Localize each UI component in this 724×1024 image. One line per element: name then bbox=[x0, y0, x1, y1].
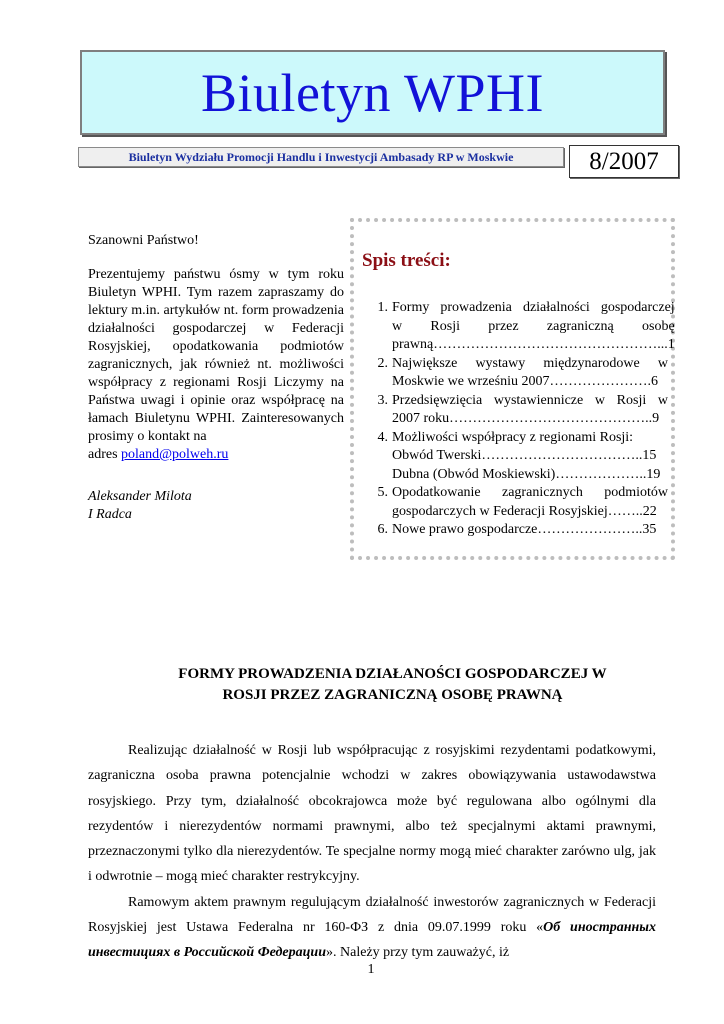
toc-item-5[interactable] bbox=[368, 484, 668, 521]
article-paragraph-2 bbox=[88, 890, 656, 966]
toc-item-6[interactable] bbox=[368, 521, 668, 540]
paragraph-2-start: Ramowym aktem prawnym regulującym działalność inwestorów zagranicznych w Federacji Rosyjskiej jest Ustawa Federalna nr 160-ФЗ z dnia 09.07.1999 roku « bbox=[88, 894, 656, 936]
page-number: 1 bbox=[367, 962, 375, 977]
signature-title: I Radca bbox=[88, 507, 132, 522]
toc-item-line: prawną…………………………………………...1 bbox=[392, 337, 675, 352]
toc-item-line: gospodarczych w Federacji Rosyjskiej……..22 bbox=[392, 503, 657, 519]
article-title bbox=[90, 664, 695, 706]
toc-item-line: Największe wystawy międzynarodowe w bbox=[392, 355, 668, 371]
article-paragraph-1: Realizując działalność w Rosji lub współpracując z rosyjskimi rezydentami podatkowymi, zagraniczna osoba prawna potencjalnie wchodzi w zakres obowiązywania ustawodawstwa rosyjskiego. Przy tym, działalność obcokrajowca może być regulowana albo ogólnymi dla rezydentów i nierezydentów normami prawnymi, albo też specjalnymi aktami prawnymi, przeznaczonymi tylko dla nierezydentów. Te specjalne normy mogą mieć charakter zarówno ulg, jak i odwrotnie – mogą mieć charakter restrykcyjny. bbox=[88, 743, 656, 885]
toc-item-line: Formy prowadzenia działalności gospodarczej bbox=[392, 300, 675, 315]
toc-item-line: Opodatkowanie zagranicznych podmiotów bbox=[392, 485, 668, 500]
signature bbox=[88, 488, 344, 524]
email-prefix: adres bbox=[88, 447, 122, 462]
toc-item-line: Dubna (Obwód Moskiewski)………………..19 bbox=[392, 466, 661, 482]
toc-item-line: Możliwości współpracy z regionami Rosji: bbox=[392, 429, 634, 445]
masthead bbox=[80, 50, 665, 135]
toc-item-number: 4. bbox=[377, 429, 388, 445]
toc-item-number: 2. bbox=[377, 355, 388, 371]
article-body bbox=[88, 738, 656, 966]
toc-item-line: Moskwie we wrześniu 2007………………….6 bbox=[392, 374, 658, 389]
toc-item-line: 2007 roku……………………………………..9 bbox=[392, 411, 660, 426]
masthead-title: Biuletyn WPHI bbox=[201, 62, 544, 123]
email-link[interactable]: poland@polweh.ru bbox=[121, 447, 229, 462]
toc-item-line: w Rosji przez zagraniczną osobę bbox=[392, 318, 675, 334]
toc-item-number: 1. bbox=[377, 300, 388, 315]
toc-item-2[interactable] bbox=[368, 355, 668, 392]
toc-title: Spis treści: bbox=[362, 250, 451, 271]
greeting-column bbox=[88, 232, 344, 540]
toc-item-4[interactable] bbox=[368, 429, 668, 485]
toc-list bbox=[368, 299, 675, 540]
paragraph-2-end: ». Należy przy tym zauważyć, iż bbox=[326, 945, 510, 961]
subheader-bar: Biuletyn Wydziału Promocji Handlu i Inwestycji Ambasady RP w Moskwie bbox=[78, 147, 564, 167]
article-title-line-2: ROSJI PRZEZ ZAGRANICZNĄ OSOBĘ PRAWNĄ bbox=[222, 687, 563, 703]
signature-name: Aleksander Milota bbox=[88, 489, 192, 504]
toc-item-line: Obwód Twerski……………………………..15 bbox=[392, 448, 657, 463]
toc-item-number: 5. bbox=[377, 485, 388, 500]
intro-paragraph bbox=[88, 266, 344, 464]
salutation: Szanowni Państwo! bbox=[88, 233, 199, 248]
toc-item-number: 6. bbox=[377, 522, 388, 537]
toc-item-line: Nowe prawo gospodarcze…………………..35 bbox=[392, 522, 657, 537]
intro-text: Prezentujemy państwu ósmy w tym roku Biuletyn WPHI. Tym razem zapraszamy do lektury m.in. artykułów nt. form prowadzenia działalności gospodarczej w Federacji Rosyjskiej, opodatkowania podmiotów zagranicznych, jak również nt. możliwości współpracy z regionami Rosji Liczymy na Państwa uwagi i opinie oraz współpracę na łamach Biuletynu WPHI. Zainteresowanych prosimy o kontakt na bbox=[88, 267, 344, 444]
toc-item-1[interactable] bbox=[368, 299, 675, 355]
toc-item-3[interactable] bbox=[368, 392, 668, 429]
toc-item-number: 3. bbox=[377, 392, 388, 408]
russian-law-title: Об иностранных инвестициях в Российской Федерации bbox=[88, 920, 656, 961]
article-title-line-1: FORMY PROWADZENIA DZIAŁANOŚCI GOSPODARCZEJ W bbox=[178, 666, 607, 682]
table-of-contents bbox=[350, 218, 675, 560]
toc-item-line: Przedsięwzięcia wystawiennicze w Rosji w bbox=[392, 392, 668, 408]
issue-number: 8/2007 bbox=[569, 145, 679, 178]
